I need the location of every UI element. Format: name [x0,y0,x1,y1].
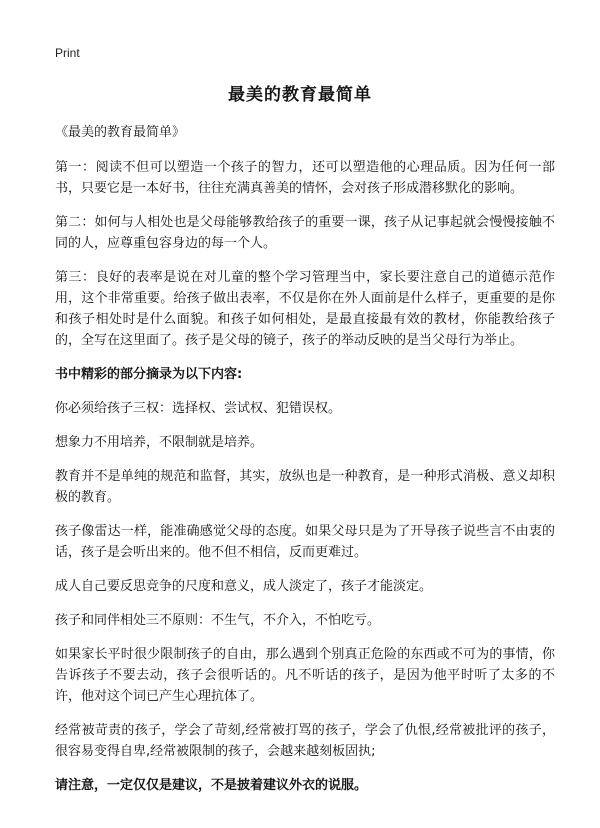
paragraph-first: 第一：阅读不但可以塑造一个孩子的智力，还可以塑造他的心理品质。因为任何一部书，只要它是一本好书，往往充满真善美的情怀，会对孩子形成潜移默化的影响。 [55,160,555,196]
excerpt-paragraph: 孩子和同伴相处三不原则：不生气，不介入，不怕吃亏。 [55,613,381,628]
excerpt-paragraph: 想象力不用培养，不限制就是培养。 [55,435,264,450]
excerpt-paragraph: 你必须给孩子三权：选择权、尝试权、犯错误权。 [55,401,342,416]
excerpt-paragraph: 经常被苛责的孩子，学会了苛刻,经常被打骂的孩子，学会了仇恨,经常被批评的孩子，很容易变得自卑,经常被限制的孩子，会越来越刻板固执; [55,723,555,759]
excerpt-heading: 书中精彩的部分摘录为以下内容: [55,367,243,382]
document-title: 最美的教育最简单 [228,85,372,105]
excerpt-paragraph: 如果家长平时很少限制孩子的自由，那么遇到个别真正危险的东西或不可为的事情，你告诉孩子不要去动，孩子会很听话的。凡不听话的孩子，是因为他平时听了太多的不许，他对这个词已产生心理抗体了。 [55,647,555,704]
excerpt-paragraph: 成人自己要反思竞争的尺度和意义，成人淡定了，孩子才能淡定。 [55,579,433,594]
excerpt-paragraph: 孩子像雷达一样，能准确感觉父母的态度。如果父母只是为了开导孩子说些言不由衷的话，孩子是会听出来的。他不但不相信，反而更难过。 [55,524,555,560]
book-title-line: 《最美的教育最简单》 [55,125,186,140]
closing-note: 请注意，一定仅仅是建议，不是披着建议外衣的说服。 [55,778,368,793]
print-link[interactable]: Print [55,46,80,60]
excerpt-paragraph: 教育并不是单纯的规范和监督，其实，放纵也是一种教育，是一种形式消极、意义却积极的教育。 [55,469,555,505]
paragraph-third: 第三：良好的表率是说在对儿童的整个学习管理当中，家长要注意自己的道德示范作用，这个非常重要。给孩子做出表率，不仅是你在外人面前是什么样子，更重要的是你和孩子相处时是什么面貌。和孩子如何相处，是最直接最有效的教材，你能教给孩子的，全写在这里面了。孩子是父母的镜子，孩子的举动反映的是当父母行为举止。 [55,270,555,348]
document-body [55,122,555,809]
paragraph-second: 第二：如何与人相处也是父母能够教给孩子的重要一课，孩子从记事起就会慢慢接触不同的人，应尊重包容身边的每一个人。 [55,215,555,251]
